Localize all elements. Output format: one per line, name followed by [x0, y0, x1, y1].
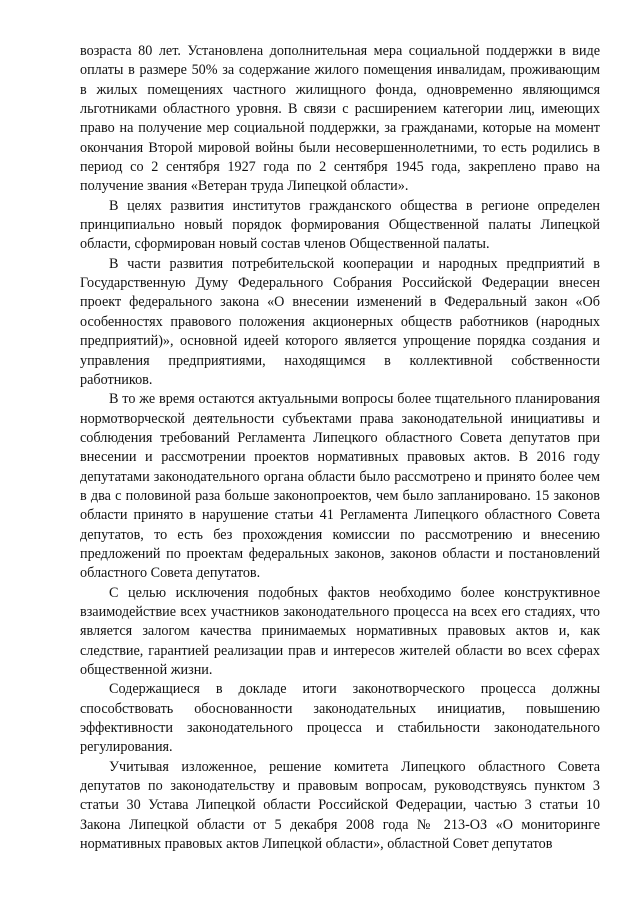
- document-page: [80, 42, 600, 854]
- paragraph-report-results: Содержащиеся в докладе итоги законотворческого процесса должны способствовать обоснованности законодательных инициатив, повышению эффективности законодательного процесса и стабильности законодательного регулирования.: [80, 681, 600, 756]
- paragraph-social-support: возраста 80 лет. Установлена дополнительная мера социальной поддержки в виде оплаты в размере 50% за содержание жилого помещения инвалидам, проживающим в жилых помещениях частного жилищного фонда, одновременно являющимся льготниками областного уровня. В связи с расширением категории лиц, имеющих право на получение мер социальной поддержки, за гражданами, которые на момент окончания Второй мировой войны были несовершеннолетними, то есть родились в период со 2 сентября 1927 года по 2 сентября 1945 года, закреплено право на получение звания «Ветеран труда Липецкой области».: [80, 43, 600, 195]
- paragraph-civil-society: В целях развития институтов гражданского общества в регионе определен принципиально новый порядок формирования Общественной палаты Липецкой области, сформирован новый состав членов Общественной палаты.: [80, 197, 600, 253]
- paragraph-interaction: С целью исключения подобных фактов необходимо более конструктивное взаимодействие всех участников законодательного процесса на всех его стадиях, что является залогом качества принимаемых нормативных правовых актов и, как следствие, гарантией реализации прав и интересов жителей области во всех сферах общественной жизни.: [80, 584, 600, 678]
- paragraph-lawmaking-planning: В то же время остаются актуальными вопросы более тщательного планирования нормотворческой деятельности субъектами права законодательной инициативы и соблюдения требований Регламента Липецкого областного Совета депутатов при внесении и рассмотрении проектов нормативных правовых актов. В 2016 году депутатами законодательного органа области было рассмотрено и принято более чем в два с половиной раза больше законопроектов, чем было запланировано. 15 законов области принято в нарушение статьи 41 Регламента Липецкого областного Совета депутатов, то есть без прохождения комиссии по рассмотрению и внесению предложений по проектам федеральных законов, законов области и постановлений областного Совета депутатов.: [80, 391, 600, 582]
- paragraph-decision: Учитывая изложенное, решение комитета Липецкого областного Совета депутатов по законодательству и правовым вопросам, руководствуясь пунктом 3 статьи 30 Устава Липецкой области Российской Федерации, частью 3 статьи 10 Закона Липецкой области от 5 декабря 2008 года № 213-ОЗ «О мониторинге нормативных правовых актов Липецкой области», областной Совет депутатов: [80, 758, 600, 853]
- paragraph-cooperation: В части развития потребительской кооперации и народных предприятий в Государственную Думу Федерального Собрания Российской Федерации внесен проект федерального закона «О внесении изменений в Федеральный закон «Об особенностях правового положения акционерных обществ работников (народных предприятий)», основной идеей которого является упрощение порядка создания и управления предприятиями, находящимся в коллективной собственности работников.: [80, 255, 600, 388]
